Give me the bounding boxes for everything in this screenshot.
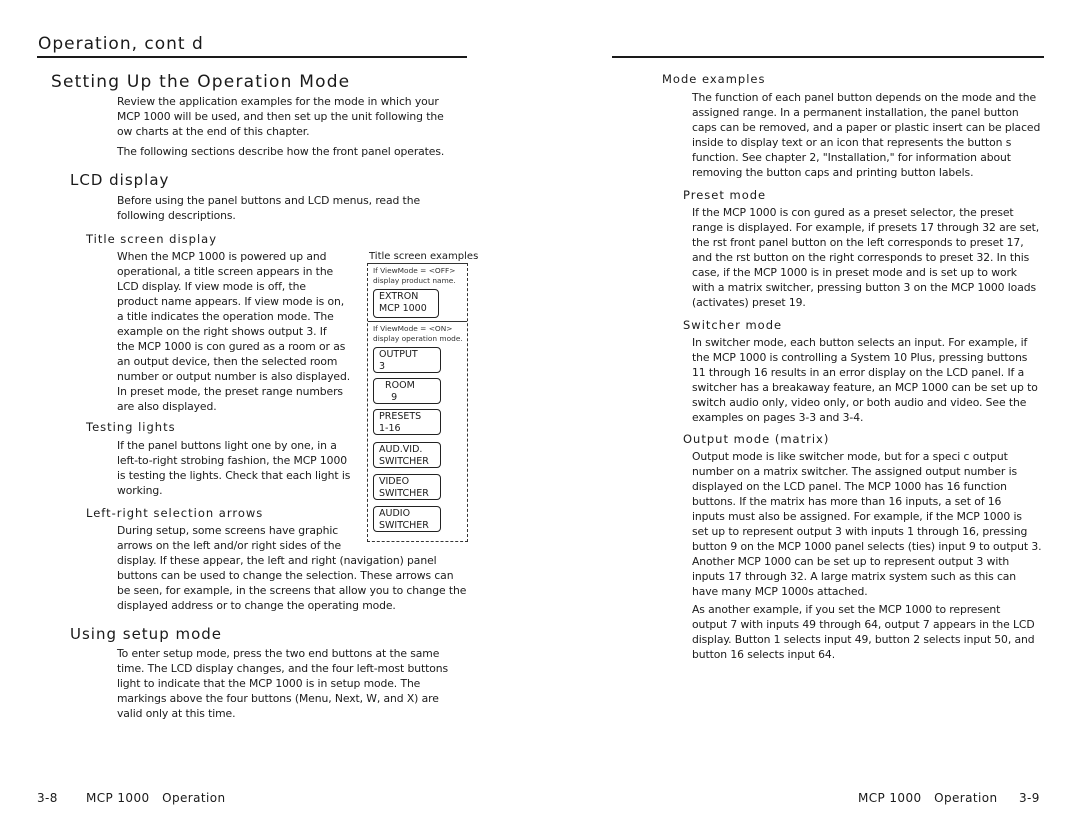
lcd-line: OUTPUT [379,349,418,360]
text-line: is testing the lights. Check that each light is [117,469,351,482]
switcher-mode-heading: Switcher mode [683,318,783,332]
text-line: displayed on the LCD panel. The MCP 1000 has 16 function [692,480,1007,493]
text-line: The function of each panel button depends on the mode and the [692,91,1036,104]
text-line: the rst front panel button on the left corresponds to preset 17, [692,236,1024,249]
text-line: example on the right shows output 3. If [117,325,327,338]
mode-examples-heading: Mode examples [662,72,766,86]
lcd-line: SWITCHER [379,456,429,467]
viewmode-on-note [373,324,463,344]
text-line: range is displayed. For example, if presets 17 through 32 are set, [692,221,1040,234]
text-line: MCP 1000 will be used, and then set up the unit following the [117,110,444,123]
text-line: valid only at this time. [117,707,236,720]
intro-paragraph-2: The following sections describe how the front panel operates. [117,145,445,158]
lcd-line: SWITCHER [379,488,429,499]
text-line: When the MCP 1000 is powered up and [117,250,327,263]
lcd-screen-video [373,474,441,500]
text-line: If ViewMode = <ON> [373,324,453,333]
text-line: function. See chapter 2, "Installation," for information about [692,151,1011,164]
lcd-line: AUDIO [379,508,411,519]
header-rule-right [612,56,1044,58]
text-line: the MCP 1000 is con gured as a room or as [117,340,346,353]
footer-right-page-number: 3-9 [1019,791,1040,805]
text-line: button 9 on the MCP 1000 panel selects (ties) input 9 to output 3. [692,540,1042,553]
lcd-display-heading: LCD display [70,171,170,189]
title-screen-paragraph [117,249,362,414]
text-line: Output mode is like switcher mode, but for a speci c output [692,450,1008,463]
text-line: buttons can be used to change the selection. These arrows can [117,569,454,582]
text-line: number or output number is also displayed. [117,370,351,383]
testing-lights-paragraph [117,438,362,498]
text-line: If the MCP 1000 is con gured as a preset selector, the preset [692,206,1014,219]
page-header: Operation, cont d [38,34,204,54]
text-line: product name appears. If view mode is on, [117,295,345,308]
figure-title: Title screen examples [369,251,479,262]
text-line: case, if the MCP 1000 is in preset mode and is set up to work [692,266,1017,279]
text-line: and the rst button on the right corresponds to preset 32. In this [692,251,1030,264]
lcd-intro-paragraph [117,193,420,223]
preset-mode-heading: Preset mode [683,188,767,202]
text-line: left-to-right strobing fashion, the MCP 1000 [117,454,347,467]
lcd-screen-extron [373,289,439,318]
lcd-line: EXTRON [379,291,419,302]
setup-mode-heading: Using setup mode [70,625,223,643]
text-line: buttons. If the matrix has more than 16 inputs, a set of 16 [692,495,1002,508]
text-line: switch audio only, video only, or both audio and video. See the [692,396,1027,409]
mode-examples-paragraph [692,90,1052,180]
text-line: removing the button caps and printing button labels. [692,166,974,179]
lcd-line: 3 [379,361,386,372]
text-line: set up to represent output 3 with inputs 1 through 16, pressing [692,525,1028,538]
text-line: following descriptions. [117,209,236,222]
section-heading: Setting Up the Operation Mode [51,72,351,92]
text-line: a title indicates the operation mode. The [117,310,334,323]
text-line: assigned range. In a permanent installation, the panel button [692,106,1019,119]
text-line: arrows on the left and/or right sides of the [117,539,342,552]
text-line: operational, a title screen appears in the [117,265,334,278]
lcd-line: PRESETS [379,411,422,422]
text-line: LCD display. If view mode is off, the [117,280,306,293]
text-line: switcher has a breakaway feature, an MCP 1000 can be set up to [692,381,1038,394]
text-line: be seen, for example, in the screens that allow you to change the [117,584,467,597]
preset-mode-paragraph [692,205,1052,310]
text-line: Review the application examples for the mode in which your [117,95,439,108]
text-line: output 7 with inputs 49 through 64, output 7 appears in the LCD [692,618,1035,631]
text-line: have many MCP 1000s attached. [692,585,868,598]
text-line: display operation mode. [373,334,463,343]
switcher-mode-paragraph [692,335,1052,425]
lcd-line: ROOM [379,380,415,391]
text-line: ow charts at the end of this chapter. [117,125,310,138]
lcd-line: SWITCHER [379,520,429,531]
text-line: display. Button 1 selects input 49, button 2 selects input 50, and [692,633,1035,646]
lcd-line: VIDEO [379,476,410,487]
testing-lights-heading: Testing lights [86,420,176,434]
lcd-screen-room [373,378,441,404]
viewmode-off-note [373,266,456,286]
text-line: the MCP 1000 is controlling a System 10 Plus, pressing buttons [692,351,1028,364]
footer-left-title: MCP 1000 Operation [86,791,226,805]
text-line: If ViewMode = <OFF> [373,266,456,275]
lcd-line: 9 [379,392,398,403]
text-line: inputs must also be assigned. For example, if the MCP 1000 is [692,510,1022,523]
output-mode-paragraph [692,449,1052,599]
text-line: light to indicate that the MCP 1000 is in setup mode. The [117,677,421,690]
text-line: examples on pages 3-3 and 3-4. [692,411,864,424]
lcd-screen-audvid [373,442,441,468]
text-line: caps can be removed, and a paper or plastic insert can be placed [692,121,1041,134]
text-line: In preset mode, the preset range numbers [117,385,343,398]
text-line: Another MCP 1000 can be set up to represent output 3 with [692,555,1010,568]
text-line: 11 through 16 results in an error display on the LCD panel. If a [692,366,1025,379]
text-line: In switcher mode, each button selects an input. For example, if [692,336,1028,349]
text-line: (activates) preset 19. [692,296,806,309]
text-line: with a matrix switcher, pressing button 3 on the MCP 1000 loads [692,281,1036,294]
text-line: markings above the four buttons (Menu, Next, W, and X) are [117,692,439,705]
output-mode-paragraph-2 [692,602,1052,662]
text-line: As another example, if you set the MCP 1000 to represent [692,603,1001,616]
text-line: inputs 17 through 32. A large matrix system such as this can [692,570,1017,583]
lcd-screen-output [373,347,441,373]
text-line: an output device, then the selected room [117,355,338,368]
text-line: If the panel buttons light one by one, in a [117,439,337,452]
lcd-line: MCP 1000 [379,303,427,314]
output-mode-heading: Output mode (matrix) [683,432,830,446]
selection-arrows-heading: Left-right selection arrows [86,506,264,520]
title-screen-heading: Title screen display [86,232,218,246]
text-line: Before using the panel buttons and LCD menus, read the [117,194,420,207]
lcd-screen-presets [373,409,441,435]
text-line: display product name. [373,276,456,285]
text-line: time. The LCD display changes, and the four left-most buttons [117,662,449,675]
lcd-screen-audio [373,506,441,532]
text-line: To enter setup mode, press the two end buttons at the same [117,647,440,660]
footer-left-page-number: 3-8 [37,791,58,805]
text-line: During setup, some screens have graphic [117,524,339,537]
text-line: are also displayed. [117,400,217,413]
lcd-line: 1-16 [379,423,401,434]
figure-divider [368,321,467,322]
text-line: inside to display text or an icon that represents the button s [692,136,1012,149]
text-line: working. [117,484,163,497]
text-line: button 16 selects input 64. [692,648,836,661]
lcd-line: AUD.VID. [379,444,423,455]
text-line: displayed address or to change the operating mode. [117,599,396,612]
header-rule-left [37,56,467,58]
intro-paragraph [117,94,467,139]
setup-mode-paragraph [117,646,467,721]
text-line: display. If these appear, the left and right (navigation) panel [117,554,437,567]
footer-right-title: MCP 1000 Operation [858,791,998,805]
text-line: number on a matrix switcher. The assigned output number is [692,465,1017,478]
